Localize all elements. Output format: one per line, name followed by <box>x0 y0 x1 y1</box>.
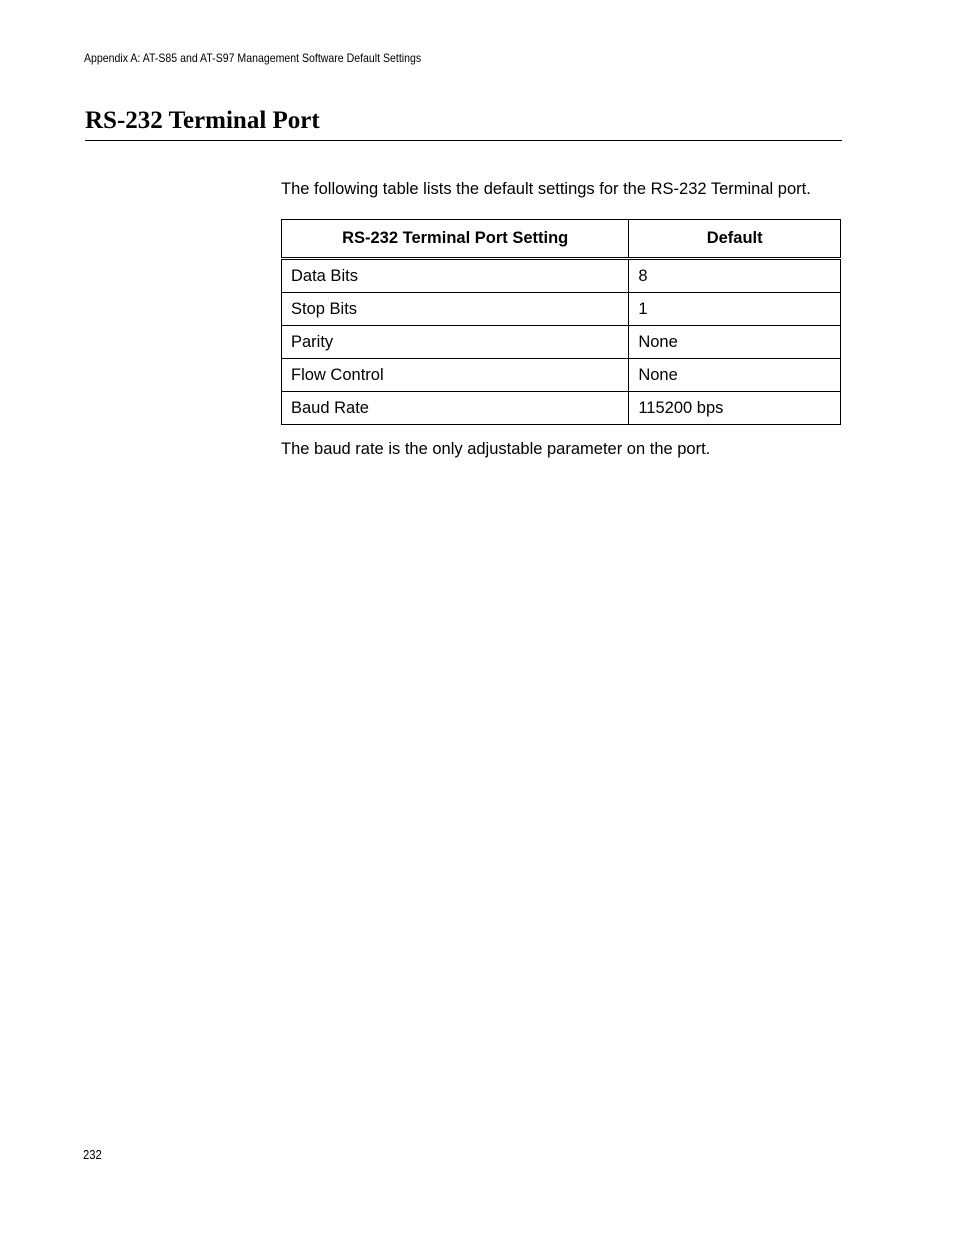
note-paragraph: The baud rate is the only adjustable parameter on the port. <box>281 440 711 458</box>
table-row <box>282 392 841 425</box>
column-header-default: Default <box>629 220 841 259</box>
setting-cell: Parity <box>282 326 629 359</box>
table-row <box>282 259 841 293</box>
table-row <box>282 326 841 359</box>
default-cell: 8 <box>629 259 841 293</box>
page-number: 232 <box>83 1148 102 1162</box>
table-row <box>282 293 841 326</box>
setting-cell: Baud Rate <box>282 392 629 425</box>
setting-cell: Stop Bits <box>282 293 629 326</box>
table-header-row <box>282 220 841 259</box>
default-cell: 115200 bps <box>629 392 841 425</box>
running-header: Appendix A: AT-S85 and AT-S97 Management Software Default Settings <box>84 51 422 65</box>
default-cell: None <box>629 326 841 359</box>
setting-cell: Data Bits <box>282 259 629 293</box>
column-header-setting: RS-232 Terminal Port Setting <box>282 220 629 259</box>
settings-table <box>281 219 841 425</box>
title-rule <box>85 140 842 141</box>
intro-paragraph: The following table lists the default settings for the RS-232 Terminal port. <box>281 180 811 198</box>
section-title: RS-232 Terminal Port <box>85 107 320 134</box>
default-cell: None <box>629 359 841 392</box>
setting-cell: Flow Control <box>282 359 629 392</box>
table-row <box>282 359 841 392</box>
default-cell: 1 <box>629 293 841 326</box>
